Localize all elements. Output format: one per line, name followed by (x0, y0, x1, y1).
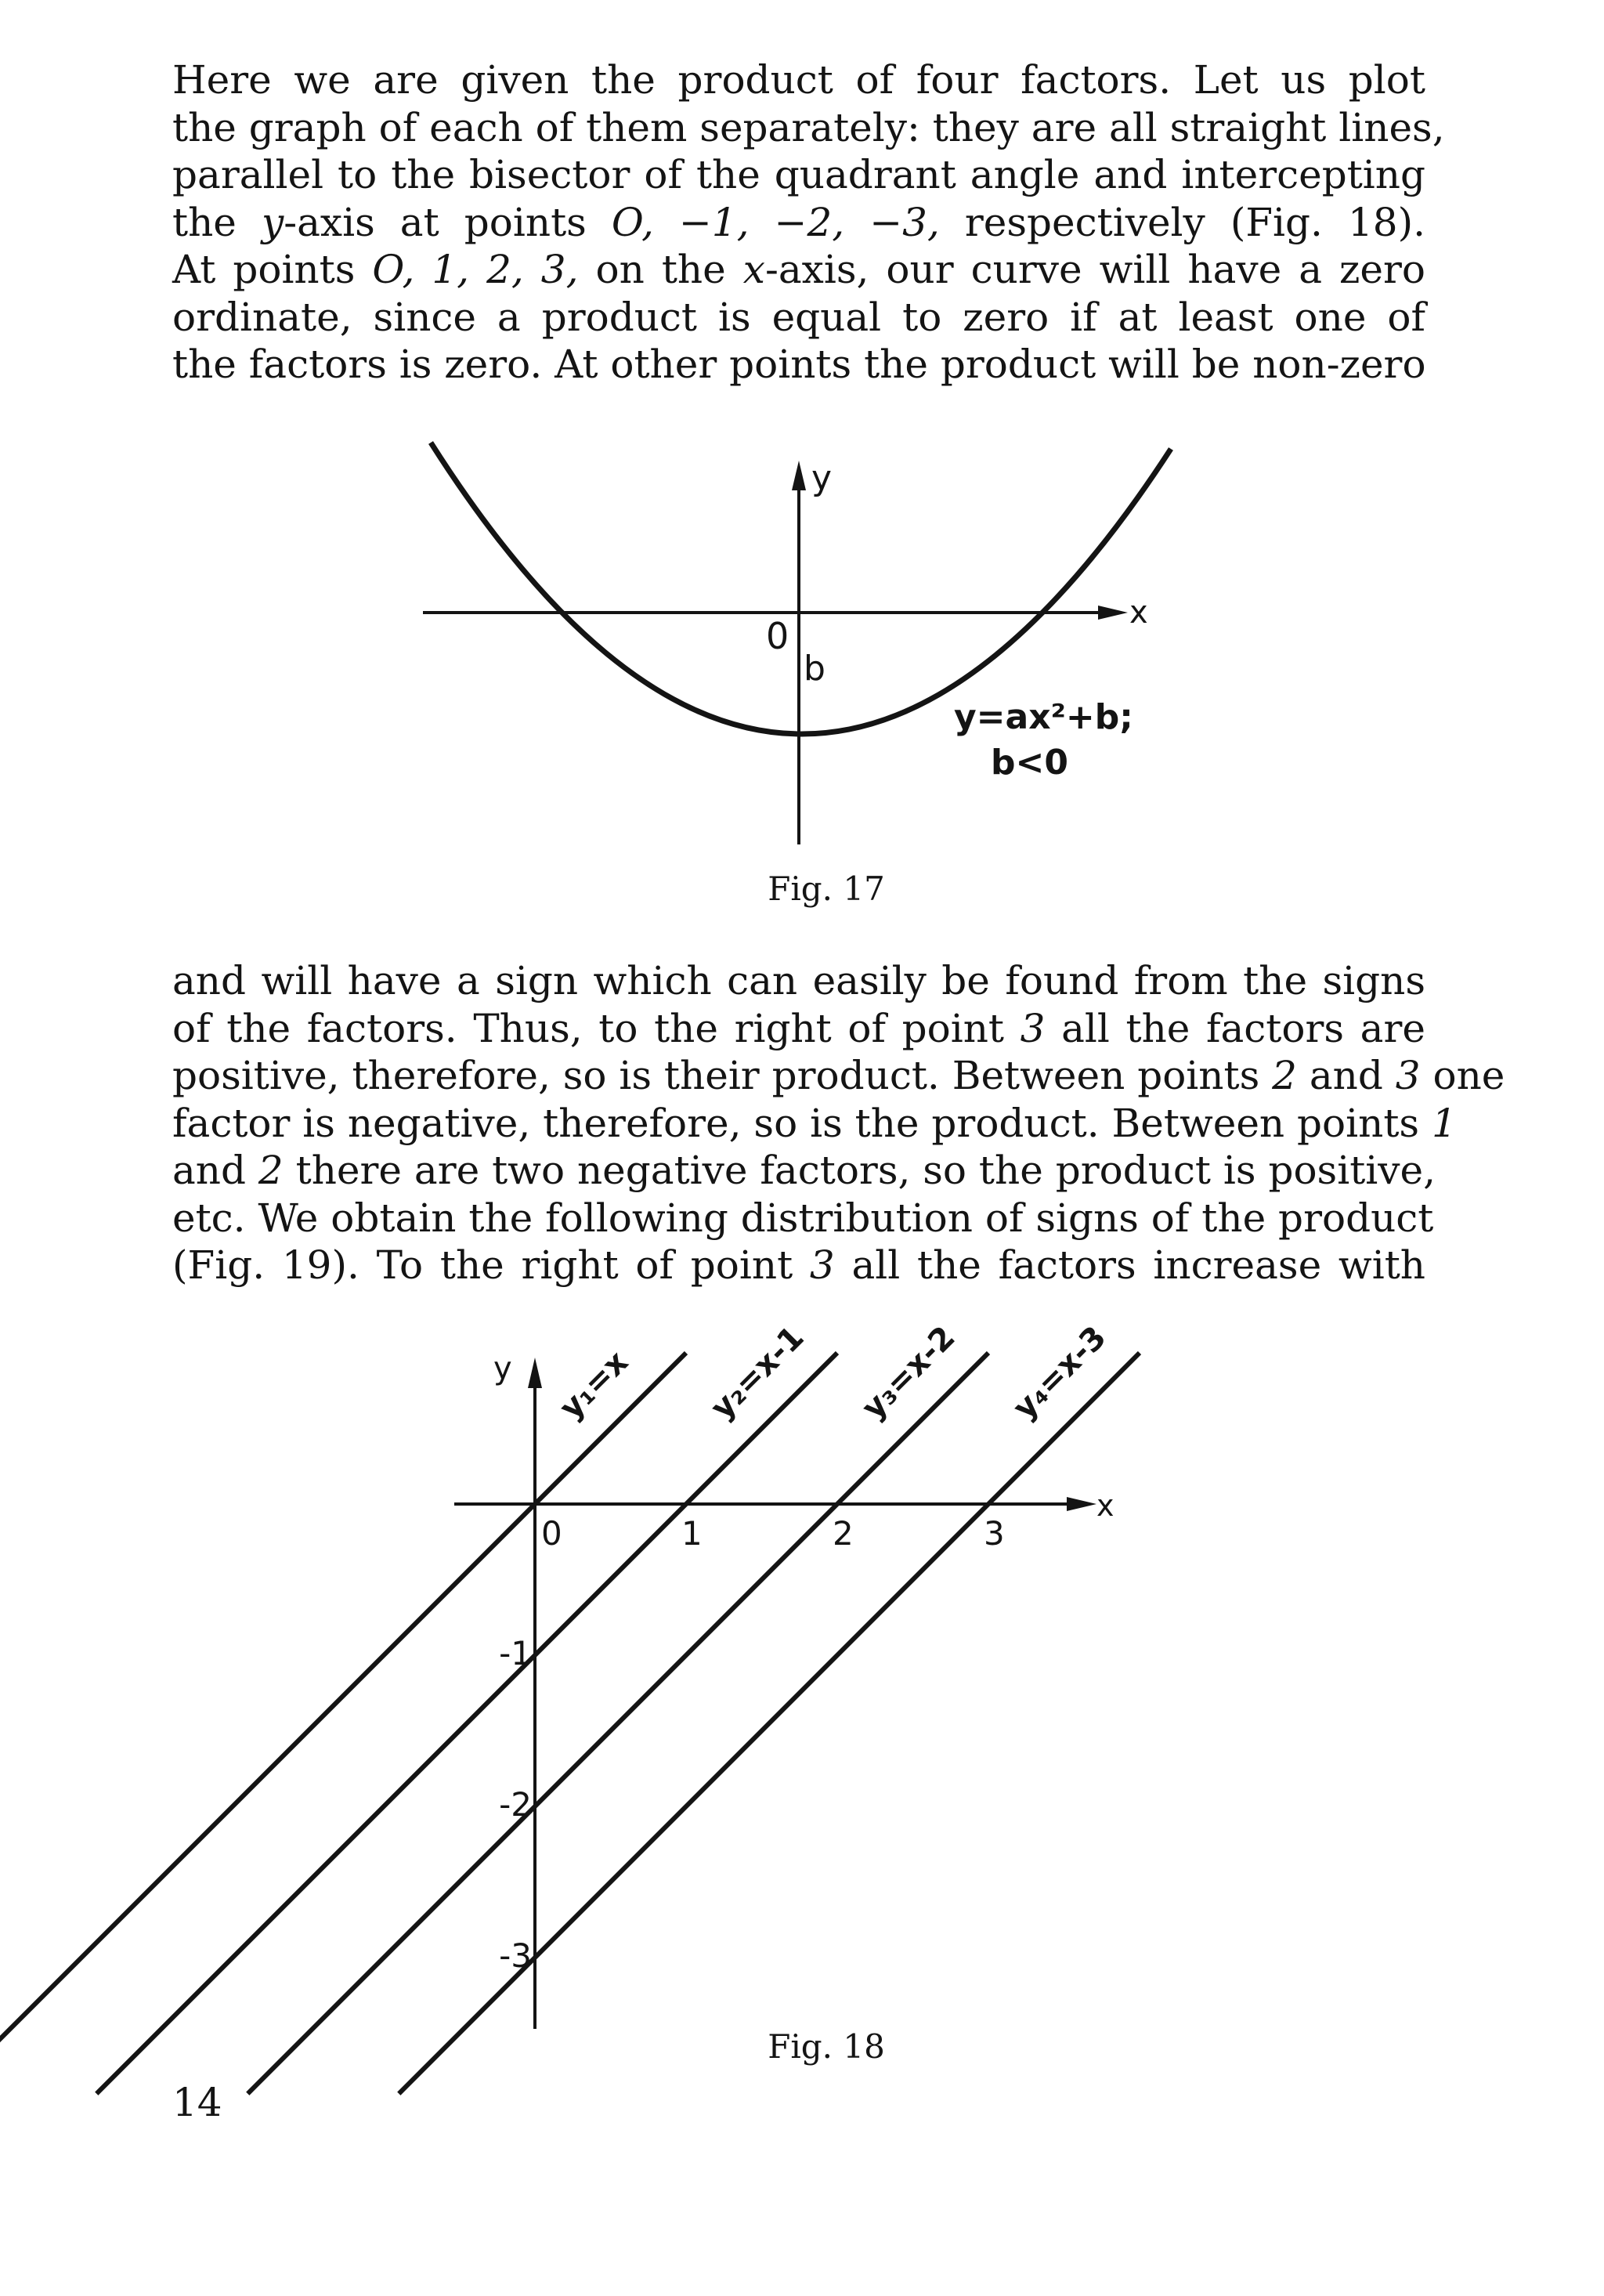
text-line: and will have a sign which can easily be found from the signs (172, 958, 1425, 1003)
fig18-x-tick-label: 1 (681, 1514, 703, 1553)
fig18-x-tick-label: 3 (984, 1514, 1005, 1553)
fig17-equation: y=ax²+b; (954, 697, 1133, 737)
fig18-y-tick-label: -1 (499, 1634, 532, 1672)
fig18-x-tick-label: 0 (541, 1514, 562, 1553)
text-line: etc. We obtain the following distribution of signs of the product (172, 1195, 1434, 1241)
text-line: the y-axis at points O, −1, −2, −3, respectively (Fig. 18). (172, 199, 1425, 245)
fig18-line-label-2: y₂=x-1 (703, 1319, 811, 1426)
fig18-y-tick-label: -3 (499, 1936, 532, 1975)
text-line: factor is negative, therefore, so is the product. Between points 1 (172, 1100, 1457, 1146)
text-line: the graph of each of them separately: they are all straight lines, (172, 104, 1445, 150)
fig17-y-label: y (811, 458, 833, 498)
fig18-line-label-3: y₃=x-2 (854, 1319, 963, 1426)
fig17-origin-label: 0 (766, 615, 789, 657)
fig17-condition: b<0 (991, 743, 1068, 783)
fig18-line-label-1: y₁=x (552, 1343, 636, 1426)
fig17-caption: Fig. 17 (768, 870, 885, 908)
fig18-line-label-4: y₄=x-3 (1006, 1319, 1114, 1426)
text-line: Here we are given the product of four factors. Let us plot (172, 57, 1425, 103)
fig18-x-label: x (1096, 1488, 1114, 1523)
text-line: of the factors. Thus, to the right of point 3 all the factors are (172, 1005, 1425, 1051)
fig18-y-tick-label: -2 (499, 1785, 532, 1824)
fig18-caption: Fig. 18 (768, 2027, 885, 2066)
fig18-line-1 (0, 1353, 686, 2094)
text-line: ordinate, since a product is equal to zero if at least one of (172, 294, 1425, 340)
text-line: the factors is zero. At other points the product will be non-zero (172, 342, 1426, 387)
text-line: and 2 there are two negative factors, so the product is positive, (172, 1148, 1436, 1193)
text-line: (Fig. 19). To the right of point 3 all the factors increase with (172, 1242, 1425, 1288)
fig18-x-arrow (1067, 1497, 1096, 1511)
text-line: parallel to the bisector of the quadrant angle and intercepting (172, 152, 1425, 197)
text-line: positive, therefore, so is their product. Between points 2 and 3 one (172, 1053, 1505, 1098)
fig18-line-2 (96, 1353, 837, 2094)
fig18-line-4 (399, 1353, 1140, 2094)
text-line: At points O, 1, 2, 3, on the x-axis, our curve will have a zero (172, 247, 1425, 292)
fig18-line-3 (247, 1353, 988, 2094)
fig18-y-arrow (528, 1358, 542, 1388)
page-number: 14 (172, 2080, 222, 2125)
fig18-x-tick-label: 2 (833, 1514, 854, 1553)
fig17-x-label: x (1129, 595, 1148, 631)
fig17-b-label: b (804, 649, 825, 689)
fig18-y-label: y (493, 1350, 512, 1387)
